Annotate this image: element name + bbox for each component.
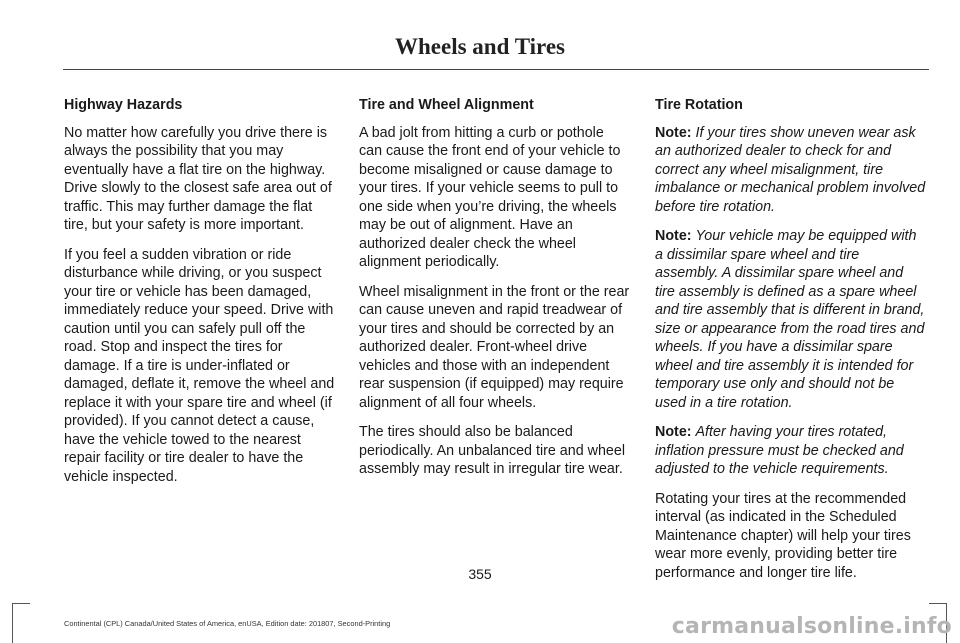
watermark: carmanualsonline.info [671,614,952,639]
section-heading: Tire Rotation [655,97,743,113]
column-tire-wheel-alignment [359,96,630,490]
paragraph: The tires should also be balanced periodically. An unbalanced tire and wheel assembly may result in irregular tire wear. [359,424,625,477]
crop-mark-horizontal-left [12,603,30,604]
note-label: Note: [655,124,692,141]
page-number: 355 [468,566,492,582]
note [655,227,926,412]
column-highway-hazards [64,96,335,497]
section-heading: Tire and Wheel Alignment [359,97,534,113]
footer-edition-text: Continental (CPL) Canada/United States of America, enUSA, Edition date: 201807, Second-Printing [64,619,391,628]
note-text: If your tires show uneven wear ask an authorized dealer to check for and correct any wheel misalignment, tire imbalance or mechanical problem involved before tire rotation. [655,124,926,215]
note-label: Note: [655,424,692,440]
column-tire-rotation [655,96,926,593]
paragraph: If you feel a sudden vibration or ride disturbance while driving, or you suspect your tire or vehicle has been damaged, immediately reduce your speed. Drive with caution until you can safely pull off the road. Stop and inspect the tires for damage. If a tire is under-inflated or damaged, deflate it, remove the wheel and replace it with your spare tire and wheel (if provided). If you cannot detect a cause, have the vehicle towed to the nearest repair facility or tire dealer to have the vehicle inspected. [64,246,335,485]
header-divider [63,69,929,70]
crop-mark-vertical-left [12,603,13,643]
paragraph: Rotating your tires at the recommended interval (as indicated in the Scheduled Maintenance chapter) will help your tires wear more evenly, providing better tire performance and longer tire life. [655,490,911,581]
paragraph: No matter how carefully you drive there is always the possibility that you may eventually have a flat tire on the highway. Drive slowly to the closest safe area out of traffic. This may further damage the flat tire, but your safety is more important. [64,124,332,233]
crop-mark-horizontal-right [929,603,947,604]
section-heading: Highway Hazards [64,97,183,113]
note-text: Your vehicle may be equipped with a dissimilar spare wheel and tire assembly. A dissimilar spare wheel and tire assembly is defined as a spare wheel and tire assembly that is different in brand, size or appearance from the road tires and wheels. If you have a dissimilar spare wheel and tire assembly it is intended for temporary use only and should not be used in a tire rotation. [655,228,925,411]
paragraph: Wheel misalignment in the front or the rear can cause uneven and rapid treadwear of your tires and should be corrected by an authorized dealer. Front-wheel drive vehicles and those with an independent rear suspension (if equipped) may require alignment of all four wheels. [359,283,630,411]
paragraph: A bad jolt from hitting a curb or pothole can cause the front end of your vehicle to become misaligned or cause damage to your tires. If your vehicle seems to pull to one side when you’re driving, the wheels may be out of alignment. Have an authorized dealer check the wheel alignment periodically. [359,124,621,270]
page-title: Wheels and Tires [395,34,565,59]
note [655,423,926,479]
note-label: Note: [655,228,692,244]
note-text: After having your tires rotated, inflation pressure must be checked and adjusted to the vehicle requirements. [655,424,904,477]
note [655,124,926,217]
